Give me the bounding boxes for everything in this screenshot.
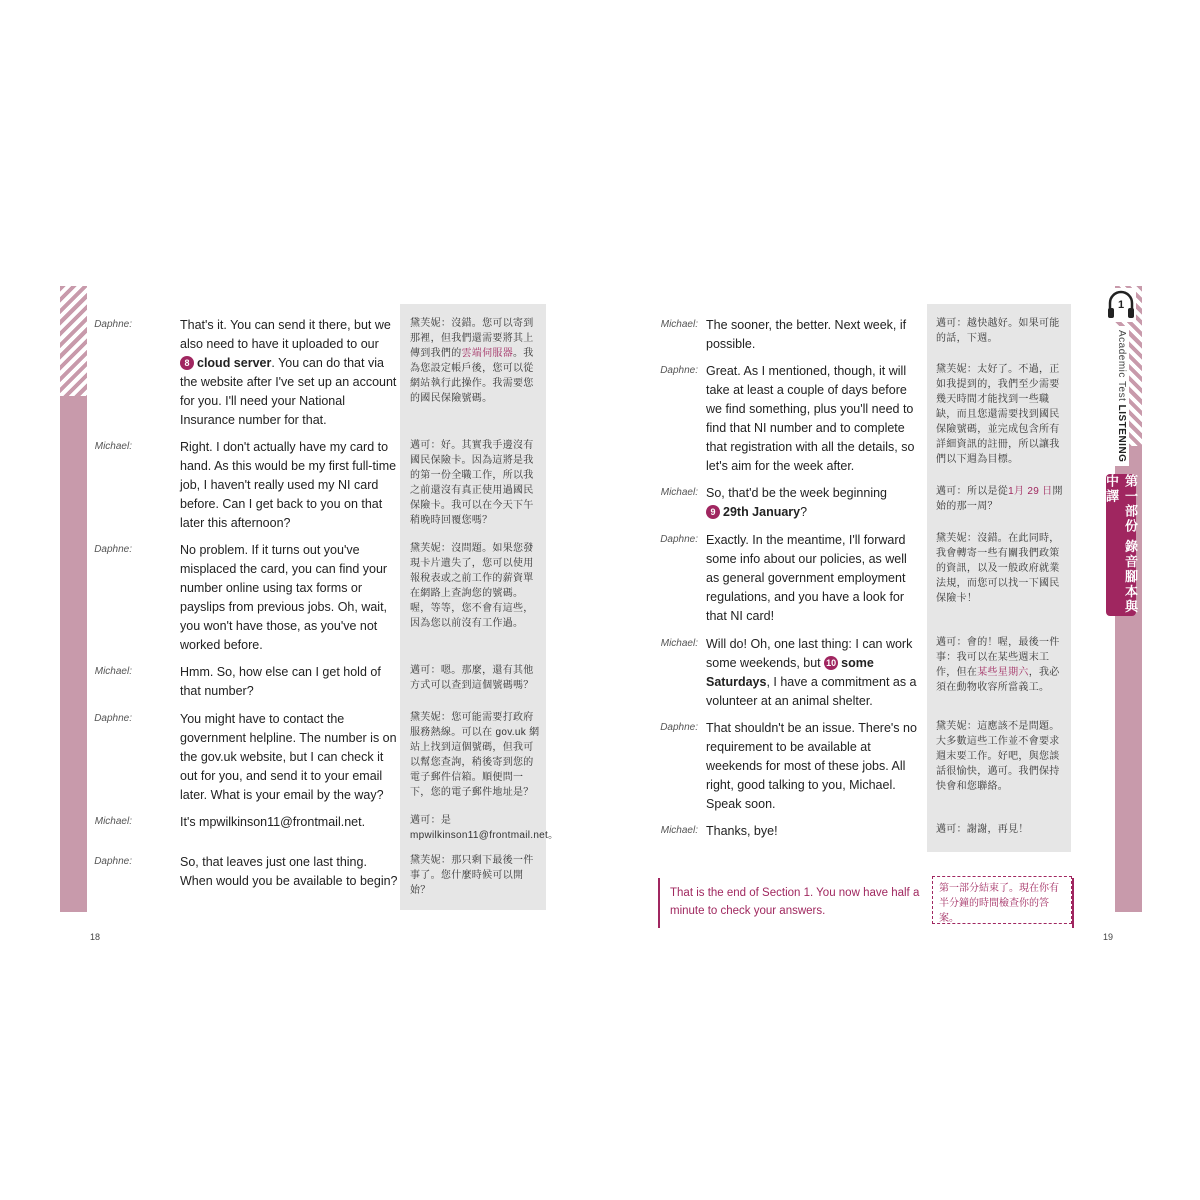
chinese-translation: 黛芙妮：那只剩下最後一件事了。您什麼時候可以開始？ [410,855,534,896]
speaker-name: Michael: [660,319,698,330]
section-end-note [658,878,1074,928]
chinese-text: 邁可：會的！喔，最後一件事：我可以在某些週末工作，但在 [936,637,1060,678]
page-number-left: 18 [90,932,101,942]
english-line: Exactly. In the meantime, I'll forward some info about our policies, as well as general government employment regulations, and you have a look for that NI card! [706,533,907,623]
chinese-translation: 邁可：嗯。那麼，還有其他方式可以查到這個號碼嗎？ [410,665,534,691]
speaker-name: Michael: [660,487,698,498]
speaker-name: Michael: [94,666,132,677]
speaker-name: Daphne: [94,713,132,724]
english-line: Great. As I mentioned, though, it will take at least a couple of days before we find something, plus you'll need to find that NI number and to complete that registration with all the details, so let's aim for the week after. [706,364,915,473]
english-line: No problem. If it turns out you've misplaced the card, you can find your number online using tax forms or payslips from previous jobs. Oh, wait, you won't have those, as you've not worked before. [180,543,388,652]
english-line [180,316,398,430]
speaker-name: Michael: [94,816,132,827]
english-line [706,484,920,522]
speaker-name: Daphne: [660,722,698,733]
left-strip-hatch [60,286,87,396]
answer-number-badge: 10 [826,658,837,668]
end-note-chinese: 第一部分結束了。現在你有半分鐘的時間檢查你的答案。 [932,876,1072,924]
speaker-name: Michael: [660,638,698,649]
english-line: The sooner, the better. Next week, if possible. [706,318,907,351]
test-label-bold: LISTENING [1116,404,1127,463]
english-line: It's mpwilkinson11@frontmail.net. [180,815,366,829]
chinese-translation: 邁可：好。其實我手邊沒有國民保險卡。因為這將是我的第一份全職工作，所以我之前還沒有真正使用過國民保險卡。我可以在今天下午稍晚時回覆您嗎？ [410,440,534,526]
headphones-icon [1106,288,1136,322]
speaker-name: Daphne: [660,365,698,376]
english-text: ? [800,505,808,519]
answer-keyword: 29th January [723,505,801,519]
chinese-translation: 黛芙妮：太好了。不過，正如我提到的，我們至少需要幾天時間才能找到一些職缺，而且您還需要找到國民保險號碼，並完成包含所有詳細資訊的註冊，所以讓我們以下週為目標。 [936,364,1060,465]
english-line: You might have to contact the government helpline. The number is on the gov.uk website, but I can check it out for you, and send it to your email later. What is your email by the way? [180,712,397,802]
chinese-text: 開始的那一周？ [936,486,1063,512]
chinese-translation: 邁可：越快越好。如果可能的話，下週。 [936,318,1060,344]
chinese-translation: 黛芙妮：沒錯。在此同時，我會轉寄一些有關我們政策的資訊，以及一般政府就業法規，而您可以找一下國民保險卡！ [936,533,1060,604]
chinese-translation [410,316,540,406]
page-number-right: 19 [1103,932,1114,942]
english-line: Right. I don't actually have my card to hand. As this would be my first full-time job, I haven't really used my NI card before. Can I get back to you on that later this afternoon? [180,440,397,530]
english-line [706,635,920,711]
answer-keyword: some Saturdays [706,656,874,689]
speaker-name: Michael: [660,825,698,836]
english-text: That's it. You can send it there, but we also need to have it uploaded to our [180,318,391,351]
highlighted-keyword: 某些星期六 [977,667,1029,678]
test-label [1114,326,1129,466]
chinese-text: ，我必須在動物收容所當義工。 [936,667,1060,693]
end-note-english: That is the end of Section 1. You now have half a minute to check your answers. [670,887,920,917]
chinese-translation: 邁可：謝謝，再見！ [936,824,1029,835]
english-text: Will do! Oh, one last thing: I can work some weekends, but [706,637,913,670]
english-text: So, that'd be the week beginning [706,486,887,500]
section-number: 1 [1117,299,1125,311]
speaker-name: Daphne: [94,856,132,867]
english-line: That shouldn't be an issue. There's no requirement to be available at weekends for most of these jobs. All right, good talking to you, Michael. Speak soon. [706,721,917,811]
chapter-tab: 第一部份 錄音腳本與中譯 [1104,474,1138,615]
chinese-text: 黛芙妮：沒錯。您可以寄到那裡，但我們還需要將其上傳到我們的 [410,318,534,359]
right-page [652,286,1142,946]
chinese-translation: 黛芙妮：這應該不是問題。大多數這些工作並不會要求週末要工作。好吧，與您談話很愉快，邁可。我們保持快會和您聯絡。 [936,721,1060,792]
left-page [60,286,559,946]
speaker-name: Daphne: [660,534,698,545]
english-line: Hmm. So, how else can I get hold of that number? [180,665,381,698]
highlighted-keyword: 1月 29 日 [1008,486,1053,497]
speaker-name: Daphne: [94,319,132,330]
english-line: So, that leaves just one last thing. When would you be available to begin? [180,855,398,888]
speaker-name: Michael: [94,441,132,452]
section-sidebar [1104,326,1144,746]
test-label-light: Academic Test [1116,330,1127,402]
english-line: Thanks, bye! [706,824,778,838]
chinese-translation: 黛芙妮：沒問題。如果您發現卡片遺失了，您可以使用報稅表或之前工作的薪資單在網路上查詢您的號碼。喔，等等，您不會有這些，因為您以前沒有工作過。 [410,543,534,629]
chinese-text: 。我為您設定帳戶後，您可以從網站執行此操作。我需要您的國民保險號碼。 [410,348,534,404]
speaker-name: Daphne: [94,544,132,555]
chinese-text: 邁可：所以是從 [936,486,1009,497]
answer-keyword: cloud server [197,356,272,370]
chinese-translation: 黛芙妮：您可能需要打政府服務熱線。可以在 gov.uk 網站上找到這個號碼，但我可以幫您查詢，稍後寄到您的電子郵件信箱。順便問一下，您的電子郵件地址是？ [410,712,540,798]
chinese-translation [936,635,1066,695]
english-text: . You can do that via the website after I've set up an account for you. I'll need your National Insurance number for that. [180,356,397,427]
answer-number-badge: 8 [180,356,194,370]
highlighted-keyword: 雲端伺服器 [461,348,513,359]
answer-number-badge: 9 [706,505,720,519]
english-text: , I have a commitment as a volunteer at an animal shelter. [706,675,917,708]
chinese-translation: 邁可：是 mpwilkinson11@frontmail.net。 [410,815,559,841]
chinese-translation [936,484,1066,514]
